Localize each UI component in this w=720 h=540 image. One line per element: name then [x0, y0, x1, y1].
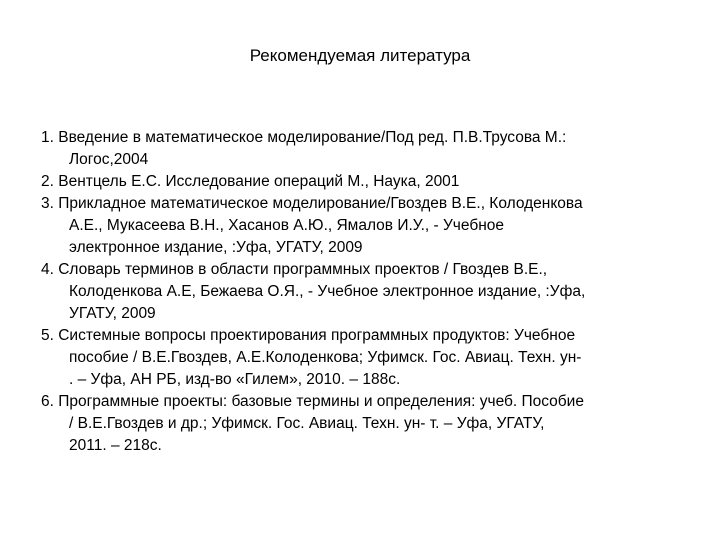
reference-item: [41, 171, 681, 193]
slide-title: Рекомендуемая литература: [249, 46, 471, 65]
reference-text: 3. Прикладное математическое моделирование/Гвоздев В.Е., Колоденкова А.Е., Мукасеева В.Н., Хасанов А.Ю., Ямалов И.У., - Учебное электронное издание, :Уфа, УГАТУ, 2009: [41, 195, 583, 256]
reference-item: [41, 259, 681, 325]
reference-text: 4. Словарь терминов в области программных проектов / Гвоздев В.Е., Колоденкова А.Е, Бежаева О.Я., - Учебное электронное издание, :Уфа, УГАТУ, 2009: [41, 261, 586, 322]
reference-text: 5. Системные вопросы проектирования программных продуктов: Учебное пособие / В.Е.Гвоздев, А.Е.Колоденкова; Уфимск. Гос. Авиац. Техн. ун- . – Уфа, АН РБ, изд-во «Гилем», 2010. – 188с.: [41, 327, 582, 388]
reference-text: 6. Программные проекты: базовые термины и определения: учеб. Пособие / В.Е.Гвоздев и др.; Уфимск. Гос. Авиац. Техн. ун- т. – Уфа, УГАТУ, 2011. – 218с.: [41, 393, 584, 454]
reference-text: 1. Введение в математическое моделирование/Под ред. П.В.Трусова М.: Логос,2004: [41, 129, 567, 168]
reference-item: [41, 391, 681, 457]
reference-item: [41, 127, 681, 171]
reference-item: [41, 193, 681, 259]
reference-item: [41, 325, 681, 391]
reference-list: [41, 127, 681, 457]
reference-text: 2. Вентцель Е.С. Исследование операций М., Наука, 2001: [41, 173, 460, 190]
